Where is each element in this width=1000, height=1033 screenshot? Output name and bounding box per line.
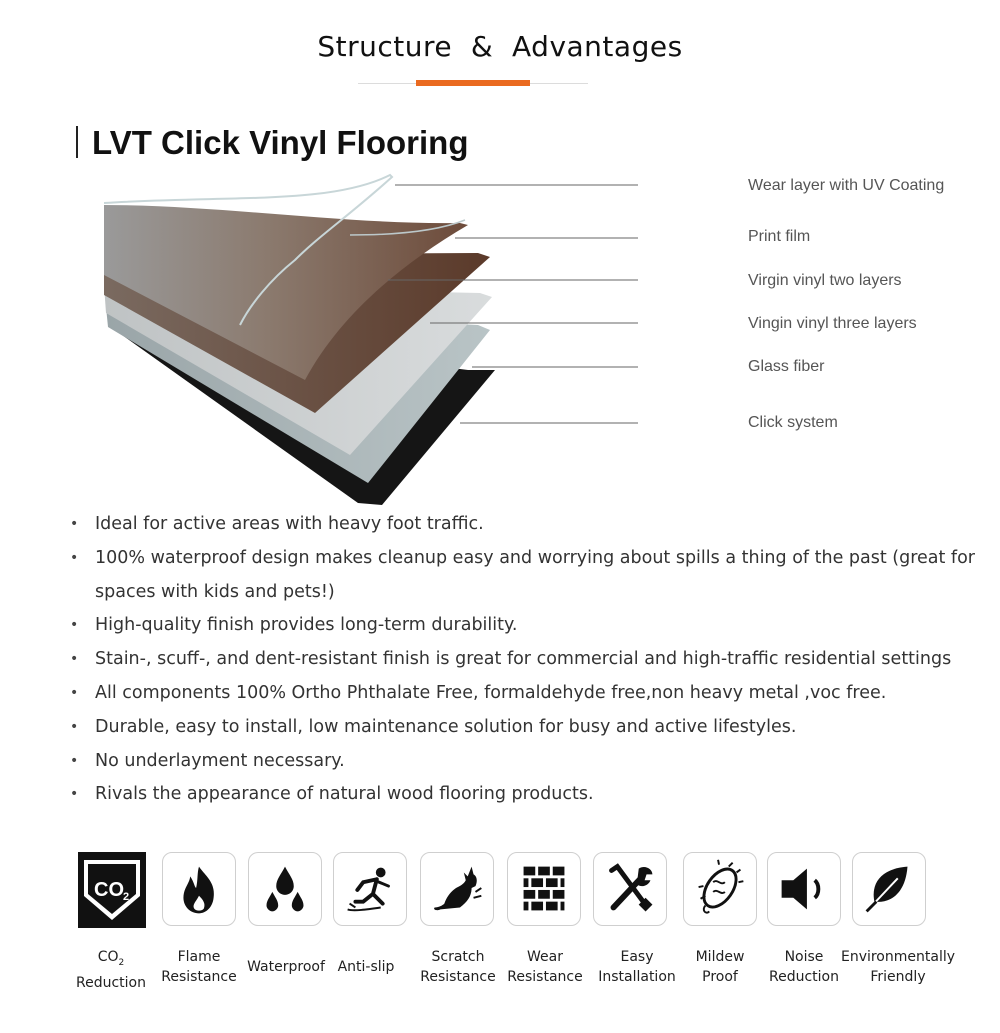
product-title-block (76, 124, 469, 162)
list-item: • Stain-, scuff-, and dent-resistant finish is great for commercial and high-traffic residential settings (70, 649, 952, 670)
feature-label-mildew: Mildew Proof (695, 949, 745, 985)
co2-reduction-icon (78, 852, 146, 928)
layer-label-glass: Glass fiber (748, 358, 825, 375)
advantages-list (68, 508, 978, 812)
brick-wall-icon (507, 852, 581, 926)
feature-label-wear: Wear Resistance (507, 949, 583, 985)
layer-label-vinyl-three: Vingin vinyl three layers (748, 315, 917, 332)
feature-label-scratch: Scratch Resistance (420, 949, 496, 985)
flame-icon (162, 852, 236, 926)
layer-label-print: Print film (748, 228, 811, 245)
svg-text:CO: CO (94, 879, 124, 901)
list-item: • Durable, easy to install, low maintenance solution for busy and active lifestyles. (70, 716, 797, 737)
svg-text:2: 2 (123, 891, 130, 903)
feature-label-co2: $CO_2$ Reduction (76, 949, 146, 991)
anti-slip-icon (333, 852, 407, 926)
cat-scratch-icon (420, 852, 494, 926)
list-item: • No underlayment necessary. (70, 750, 345, 771)
feature-label-anti-slip: Anti-slip (337, 959, 395, 975)
title-marker (76, 126, 78, 158)
list-item: • Rivals the appearance of natural wood flooring products. (70, 784, 594, 805)
speaker-icon (767, 852, 841, 926)
layer-label-click: Click system (748, 414, 838, 431)
tools-icon (593, 852, 667, 926)
list-item: • All components 100% Ortho Phthalate Free, formaldehyde free,non heavy metal ,voc free. (70, 682, 887, 703)
feature-label-noise: Noise Reduction (769, 949, 839, 985)
feature-icons-row (0, 852, 1000, 1012)
list-item: • Ideal for active areas with heavy foot traffic. (70, 514, 484, 534)
product-title: LVT Click Vinyl Flooring (92, 124, 469, 161)
feature-label-waterproof: Waterproof (247, 959, 325, 975)
layer-label-wear: Wear layer with UV Coating (748, 177, 945, 194)
feature-label-flame: Flame Resistance (161, 949, 237, 985)
layers-illustration (100, 165, 900, 510)
feature-label-eco: Environmentally Friendly (840, 949, 956, 985)
feature-label-installation: Easy Installation (598, 949, 676, 985)
flooring-layers-diagram (100, 165, 945, 510)
list-item: • High-quality finish provides long-term durability. (70, 615, 518, 636)
bacteria-icon (683, 852, 757, 926)
title-accent-bar (416, 80, 530, 86)
water-drops-icon (248, 852, 322, 926)
list-item: • 100% waterproof design makes cleanup easy and worrying about spills a thing of the past (great for spaces with kids and pets!) (70, 547, 975, 602)
leaf-icon (852, 852, 926, 926)
section-title: Structure & Advantages (317, 30, 683, 63)
layer-label-vinyl-two: Virgin vinyl two layers (748, 272, 902, 289)
